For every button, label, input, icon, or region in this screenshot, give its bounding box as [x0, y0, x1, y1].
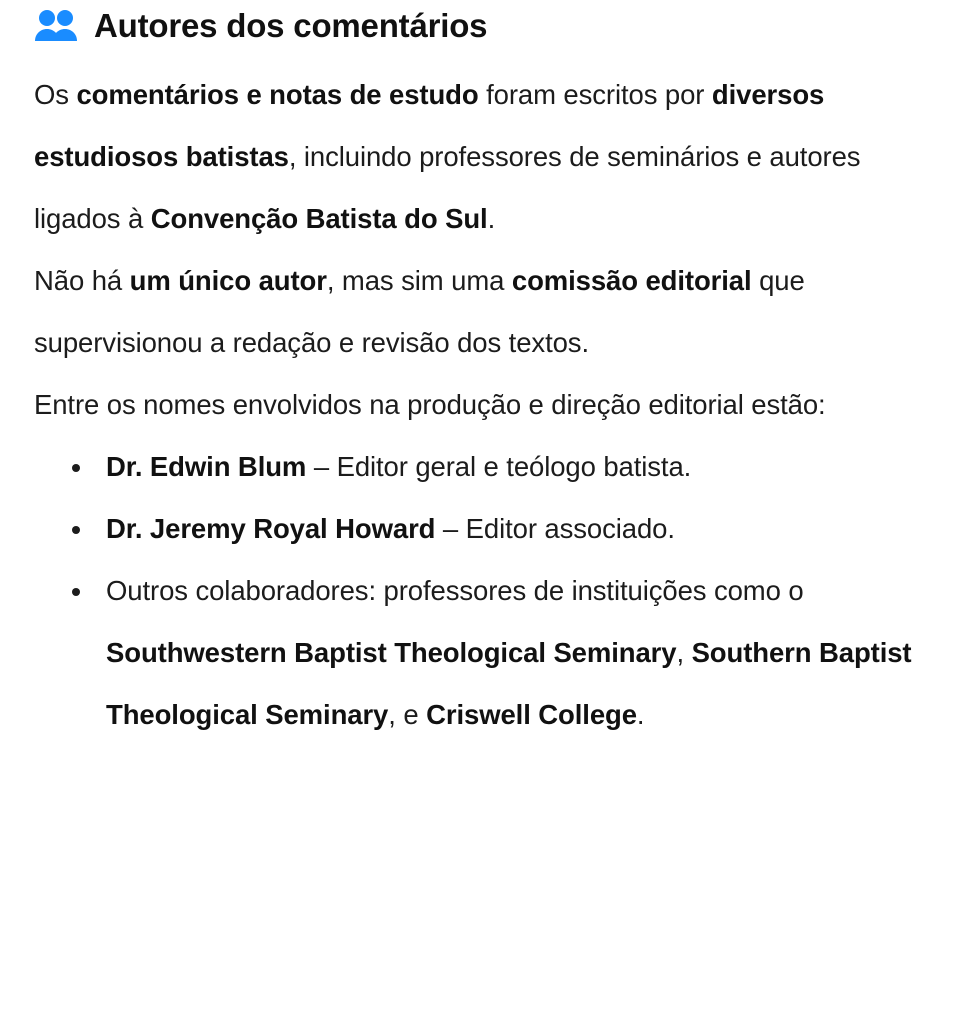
list-item: Outros colaboradores: professores de instituições como o Southwestern Baptist Theological Seminary, Southern Baptist Theological Seminary, e Criswell College. [68, 560, 919, 746]
paragraph-authors-intro: Os comentários e notas de estudo foram escritos por diversos estudiosos batistas, incluindo professores de seminários e autores ligados à Convenção Batista do Sul. [34, 79, 861, 235]
page-title-text: Autores dos comentários [94, 7, 488, 44]
list-item: Dr. Edwin Blum – Editor geral e teólogo batista. [68, 436, 919, 498]
page-title [34, 8, 919, 44]
authors-list [34, 436, 919, 746]
list-item: Dr. Jeremy Royal Howard – Editor associado. [68, 498, 919, 560]
two-people-icon [34, 9, 78, 43]
paragraph-editorial-commission: Não há um único autor, mas sim uma comissão editorial que supervisionou a redação e revisão dos textos. [34, 265, 805, 359]
paragraph-names-intro: Entre os nomes envolvidos na produção e direção editorial estão: [34, 389, 826, 421]
